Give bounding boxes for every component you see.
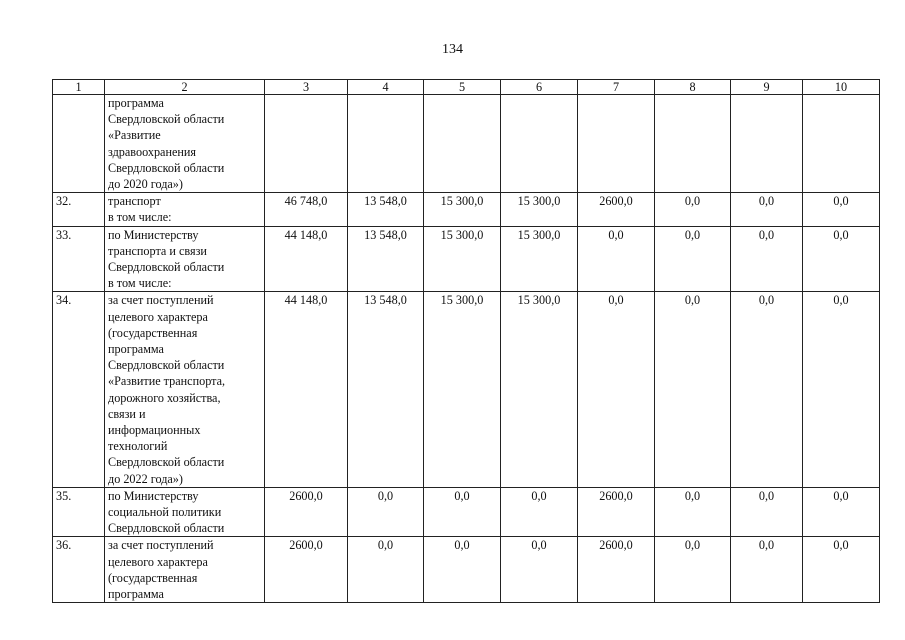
table-row	[53, 487, 880, 537]
description-line: транспорт	[108, 194, 161, 209]
table-body	[53, 95, 880, 603]
value-cell-col-10: 0,0	[803, 537, 880, 603]
value-cell-col-5: 0,0	[424, 537, 501, 603]
row-number	[53, 95, 105, 193]
column-header: 9	[731, 80, 803, 95]
value-cell-col-8: 0,0	[655, 193, 731, 226]
description-line: (государственная	[108, 570, 198, 585]
column-header: 10	[803, 80, 880, 95]
column-header: 3	[265, 80, 348, 95]
value-cell-col-8: 0,0	[655, 487, 731, 537]
column-header: 2	[105, 80, 265, 95]
description-line: связи и	[108, 406, 146, 421]
description-line: до 2020 года»)	[108, 177, 183, 192]
column-header: 1	[53, 80, 105, 95]
description-line: программа	[108, 96, 164, 110]
value-cell-col-9: 0,0	[731, 226, 803, 292]
value-cell-col-8: 0,0	[655, 226, 731, 292]
value-cell-col-9: 0,0	[731, 537, 803, 603]
description-line: Свердловской области	[108, 455, 225, 470]
value-cell-col-3: 44 148,0	[265, 226, 348, 292]
description-line: в том числе:	[108, 276, 172, 291]
value-cell-col-10: 0,0	[803, 487, 880, 537]
value-cell-col-4	[348, 95, 424, 193]
value-cell-col-6: 0,0	[501, 487, 578, 537]
value-cell-col-4: 13 548,0	[348, 193, 424, 226]
description-line: технологий	[108, 439, 168, 454]
value-cell-col-4: 0,0	[348, 487, 424, 537]
column-header: 4	[348, 80, 424, 95]
column-header: 5	[424, 80, 501, 95]
description-line: целевого характера	[108, 309, 208, 324]
value-cell-col-6: 15 300,0	[501, 193, 578, 226]
description-line: в том числе:	[108, 210, 172, 225]
value-cell-col-10: 0,0	[803, 193, 880, 226]
value-cell-col-4: 0,0	[348, 537, 424, 603]
column-header: 7	[578, 80, 655, 95]
description-line: социальной политики	[108, 505, 222, 520]
row-description	[105, 95, 265, 193]
description-line: здравоохранения	[108, 144, 197, 159]
value-cell-col-3: 46 748,0	[265, 193, 348, 226]
value-cell-col-6: 15 300,0	[501, 226, 578, 292]
value-cell-col-10	[803, 95, 880, 193]
description-line: «Развитие	[108, 128, 161, 143]
value-cell-col-5: 15 300,0	[424, 292, 501, 487]
row-number: 32.	[53, 193, 105, 226]
description-line: транспорта и связи	[108, 243, 207, 258]
value-cell-col-4: 13 548,0	[348, 226, 424, 292]
value-cell-col-3: 2600,0	[265, 487, 348, 537]
value-cell-col-6: 15 300,0	[501, 292, 578, 487]
value-cell-col-10: 0,0	[803, 226, 880, 292]
value-cell-col-9: 0,0	[731, 487, 803, 537]
column-number-row	[53, 80, 880, 95]
value-cell-col-6	[501, 95, 578, 193]
table-row	[53, 537, 880, 603]
column-header: 6	[501, 80, 578, 95]
description-line: Свердловской области	[108, 160, 225, 175]
value-cell-col-5	[424, 95, 501, 193]
table-row	[53, 226, 880, 292]
row-description	[105, 487, 265, 537]
description-line: до 2022 года»)	[108, 471, 183, 486]
description-line: Свердловской области	[108, 358, 225, 373]
row-number: 34.	[53, 292, 105, 487]
value-cell-col-3	[265, 95, 348, 193]
description-line: по Министерству	[108, 488, 199, 503]
value-cell-col-3: 44 148,0	[265, 292, 348, 487]
value-cell-col-7: 2600,0	[578, 537, 655, 603]
value-cell-col-8: 0,0	[655, 292, 731, 487]
row-number: 35.	[53, 487, 105, 537]
value-cell-col-10: 0,0	[803, 292, 880, 487]
description-line: «Развитие транспорта,	[108, 374, 226, 389]
row-description	[105, 292, 265, 487]
value-cell-col-4: 13 548,0	[348, 292, 424, 487]
description-line: программа	[108, 342, 164, 357]
value-cell-col-8	[655, 95, 731, 193]
value-cell-col-7: 0,0	[578, 292, 655, 487]
description-line: информационных	[108, 423, 201, 438]
row-description	[105, 193, 265, 226]
value-cell-col-7	[578, 95, 655, 193]
value-cell-col-5: 15 300,0	[424, 226, 501, 292]
table-row	[53, 292, 880, 487]
description-line: (государственная	[108, 325, 198, 340]
description-line: дорожного хозяйства,	[108, 390, 221, 405]
description-line: Свердловской области	[108, 260, 225, 275]
description-line: Свердловской области	[108, 112, 225, 127]
value-cell-col-3: 2600,0	[265, 537, 348, 603]
row-description	[105, 537, 265, 603]
value-cell-col-5: 0,0	[424, 487, 501, 537]
value-cell-col-7: 2600,0	[578, 487, 655, 537]
value-cell-col-9: 0,0	[731, 292, 803, 487]
value-cell-col-6: 0,0	[501, 537, 578, 603]
table-row	[53, 95, 880, 193]
value-cell-col-7: 2600,0	[578, 193, 655, 226]
value-cell-col-9: 0,0	[731, 193, 803, 226]
column-header: 8	[655, 80, 731, 95]
description-line: Свердловской области	[108, 521, 225, 536]
value-cell-col-9	[731, 95, 803, 193]
description-line: за счет поступлений	[108, 538, 214, 553]
row-number: 33.	[53, 226, 105, 292]
description-line: программа	[108, 587, 164, 602]
table-row	[53, 193, 880, 226]
value-cell-col-8: 0,0	[655, 537, 731, 603]
description-line: целевого характера	[108, 554, 208, 569]
value-cell-col-5: 15 300,0	[424, 193, 501, 226]
value-cell-col-7: 0,0	[578, 226, 655, 292]
row-description	[105, 226, 265, 292]
row-number: 36.	[53, 537, 105, 603]
budget-table	[52, 79, 880, 603]
description-line: по Министерству	[108, 227, 199, 242]
description-line: за счет поступлений	[108, 293, 214, 308]
page-number: 134	[442, 42, 463, 57]
